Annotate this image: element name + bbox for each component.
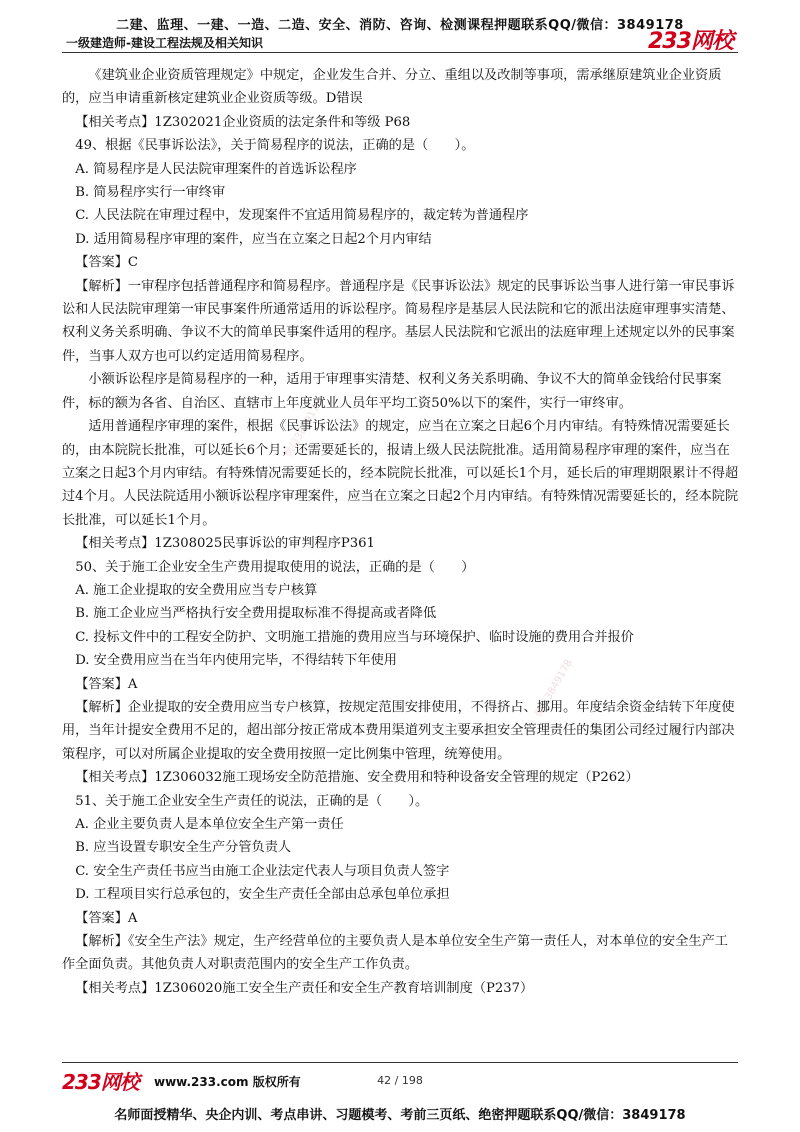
option-c: C. 人民法院在审理过程中，发现案件不宜适用简易程序的，裁定转为普通程序 xyxy=(75,208,529,224)
brand-logo: 233网校 xyxy=(648,29,733,54)
option-c: C. 安全生产责任书应当由施工企业法定代表人与项目负责人签字 xyxy=(75,863,450,879)
explanation: 【解析】一审程序包括普通程序和简易程序。普通程序是《民事诉讼法》规定的民事诉讼当事人进行第一审民事诉讼和人民法院审理第一审民事案件所通常适用的诉讼程序。简易程序是基层人民法院和它的派出法庭审理事实清楚、权利义务关系明确、争议不大的简单民事案件适用的程序。基层人民法院和它派出的法庭审理上述规定以外的民事案件，当事人双方也可以约定适用简易程序。 xyxy=(62,278,735,364)
watermark: 微信3849178 xyxy=(533,657,575,720)
footer-divider xyxy=(62,1062,738,1063)
question-49: 49、根据《民事诉讼法》，关于简易程序的说法，正确的是（ ）。 xyxy=(75,138,475,154)
explanation: 适用普通程序审理的案件，根据《民事诉讼法》的规定，应当在立案之日起6个月内审结。有特殊情况需要延长的，由本院院长批准，可以延长6个月；还需要延长的，报请上级人民法院批准。适用简易程序审理的案件，应当在立案之日起3个月内审结。有特殊情况需要延长的，经本院院长批准，可以延长1个月，延长后的审理期限累计不得超过4个月。人民法院适用小额诉讼程序审理案件，应当在立案之日起2个月内审结。有特殊情况需要延长的，经本院院长批准，可以延长1个月。 xyxy=(62,419,739,528)
related-point: 【相关考点】1Z306032施工现场安全防范措施、安全费用和特种设备安全管理的规定（P262） xyxy=(75,770,639,786)
option-a: A. 企业主要负责人是本单位安全生产第一责任 xyxy=(75,817,344,832)
page-number: 42 / 198 xyxy=(377,1074,423,1087)
page-content xyxy=(62,64,740,1000)
header-divider xyxy=(62,52,738,53)
answer: 【答案】A xyxy=(75,676,138,692)
footer-logo: 233网校 xyxy=(62,1070,139,1094)
explanation: 小额诉讼程序是简易程序的一种，适用于审理事实清楚、权利义务关系明确、争议不大的简单金钱给付民事案件，标的额为各省、自治区、直辖市上年度就业人员年平均工资50%以下的案件，实行一审终审。 xyxy=(62,372,722,411)
option-c: C. 投标文件中的工程安全防护、文明施工措施的费用应当与环境保护、临时设施的费用合并报价 xyxy=(75,629,634,645)
answer: 【答案】C xyxy=(75,255,139,271)
answer: 【答案】A xyxy=(75,910,138,926)
explanation: 【解析】《安全生产法》规定，生产经营单位的主要负责人是本单位安全生产第一责任人，对本单位的安全生产工作全面负责。其他负责人对职责范围内的安全生产工作负责。 xyxy=(62,934,728,973)
footer-copyright: www.233.com 版权所有 xyxy=(154,1075,301,1089)
option-d: D. 安全费用应当在当年内使用完毕，不得结转下年使用 xyxy=(75,653,397,669)
explanation: 【解析】企业提取的安全费用应当专户核算，按规定范围安排使用，不得挤占、挪用。年度结余资金结转下年度使用，当年计提安全费用不足的，超出部分按正常成本费用渠道列支主要承担安全管理责任的集团公司经过履行内部决策程序，可以对所属企业提取的安全费用按照一定比例集中管理，统筹使用。 xyxy=(62,699,735,762)
related-point: 【相关考点】1Z302021企业资质的法定条件和等级 P68 xyxy=(75,114,411,130)
top-contact-banner: 二建、监理、一建、一造、二造、安全、消防、咨询、检测课程押题联系QQ/微信：3849178 xyxy=(116,18,684,33)
bottom-contact-banner: 名师面授精华、央企内训、考点串讲、习题模考、考前三页纸、绝密押题联系QQ/微信：3849178 xyxy=(114,1108,686,1123)
question-50: 50、关于施工企业安全生产费用提取使用的说法，正确的是（ ） xyxy=(75,559,475,575)
option-d: D. 工程项目实行总承包的，安全生产责任全部由总承包单位承担 xyxy=(75,887,450,903)
option-b: B. 应当设置专职安全生产分管负责人 xyxy=(75,840,292,856)
option-a: A. 施工企业提取的安全费用应当专户核算 xyxy=(75,582,318,598)
document-subtitle: 一级建造师-建设工程法规及相关知识 xyxy=(66,36,263,50)
related-point: 【相关考点】1Z306020施工安全生产责任和安全生产教育培训制度（P237） xyxy=(75,980,534,996)
question-51: 51、关于施工企业安全生产责任的说法，正确的是（ ）。 xyxy=(75,793,429,809)
watermark: 微信3849178 xyxy=(283,397,325,460)
option-d: D. 适用简易程序审理的案件，应当在立案之日起2个月内审结 xyxy=(75,231,432,247)
related-point: 【相关考点】1Z308025民事诉讼的审判程序P361 xyxy=(75,536,375,552)
paragraph: 《建筑业企业资质管理规定》中规定，企业发生合并、分立、重组以及改制等事项，需承继原建筑业企业资质的，应当申请重新核定建筑业企业资质等级。D错误 xyxy=(62,68,722,107)
option-b: B. 简易程序实行一审终审 xyxy=(75,185,226,201)
option-b: B. 施工企业应当严格执行安全费用提取标准不得提高或者降低 xyxy=(75,606,437,622)
option-a: A. 简易程序是人民法院审理案件的首选诉讼程序 xyxy=(75,161,357,177)
